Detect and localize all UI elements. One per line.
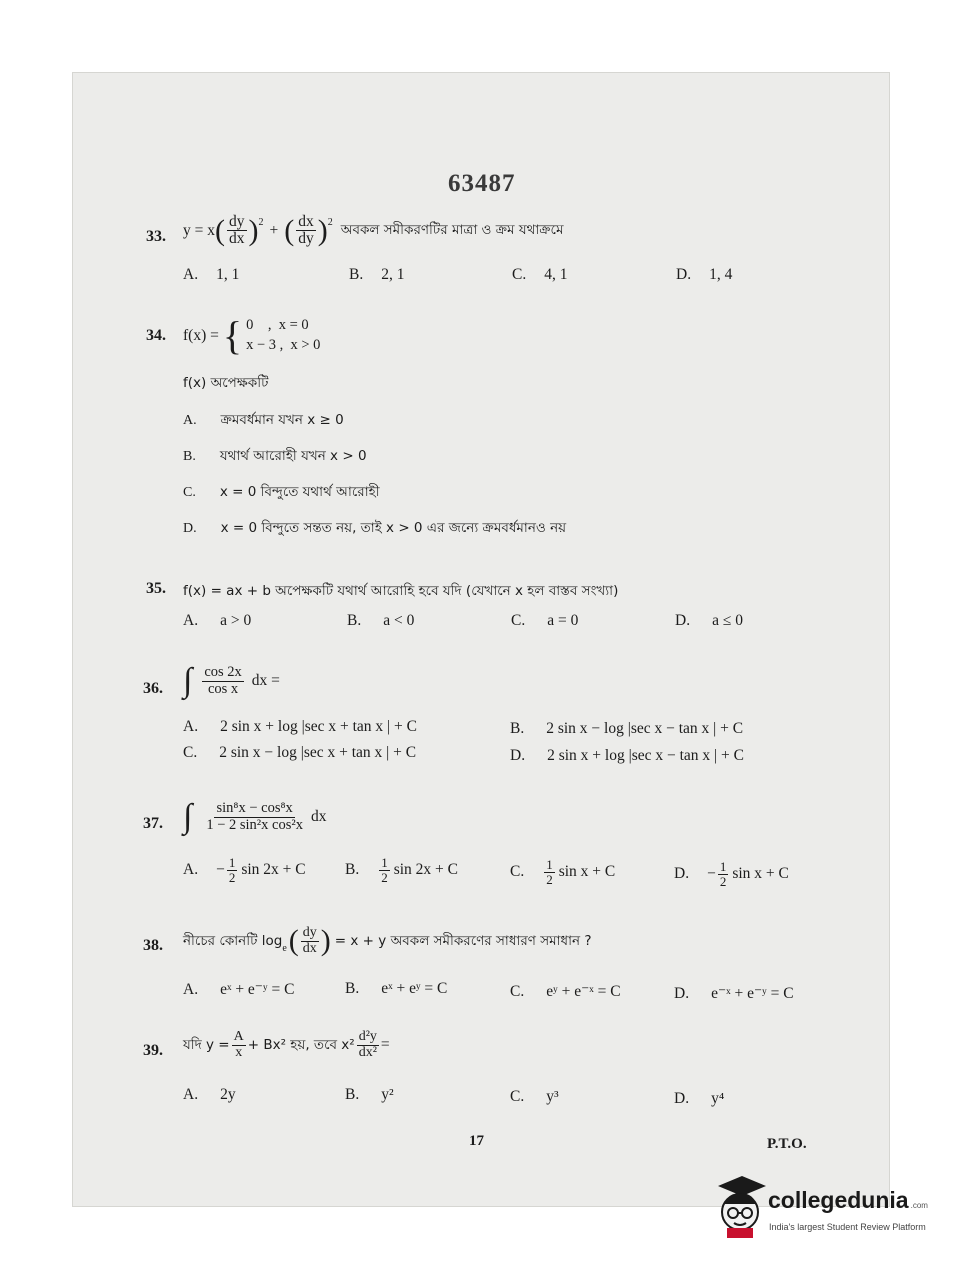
paper-code: 63487 xyxy=(448,170,516,197)
q39-option-b[interactable]: B. y² xyxy=(345,1086,394,1103)
q38-option-b[interactable]: B. eˣ + eʸ = C xyxy=(345,980,448,997)
q37-option-a[interactable]: A. − $\frac{1}{2}$ sin 2x + C xyxy=(183,855,306,885)
q36-option-d[interactable]: D. 2 sin x + log |sec x − tan x | + C xyxy=(510,747,744,764)
q33-exp2: 2 xyxy=(327,217,333,229)
q33-option-d[interactable]: D. 1, 4 xyxy=(676,266,733,283)
q34-option-c[interactable]: C. x = 0 বিন্দুতে যথার্থ আরোহী xyxy=(183,484,380,500)
q37-frac: $\frac{\text{sin⁸x − cos⁸x}}{\text{1 − 2 sin²x cos²x}}$ xyxy=(206,800,303,833)
q33-stem-text: অবকল সমীকরণটির মাত্রা ও ক্রম যথাক্রমে xyxy=(340,222,564,239)
q33-frac-dy-dx: $\frac{dy}{dx}$ xyxy=(229,213,245,248)
q35-option-c[interactable]: C. a = 0 xyxy=(511,612,579,629)
q34-cases xyxy=(246,316,320,355)
question-39-number: 39. xyxy=(143,1042,163,1059)
question-34-stem: f(x) = { 0 , x = 0 x − 3 , x > 0 xyxy=(183,313,321,358)
q38-stem-post: = x + y অবকল সমীকরণের সাধারণ সমাধান ? xyxy=(334,932,592,949)
q39-stem-post: = xyxy=(380,1036,390,1054)
question-33-stem: y = x ( $\frac{dy}{dx}$ ) 2 + ( $\frac{dx}{dy}$ ) 2 অবকল সমীকরণটির মাত্রা ও ক্রম যথাক্রমে xyxy=(183,213,564,248)
q34-case-2: x − 3 , x > 0 xyxy=(246,337,321,353)
q34-stem-text: f(x) অপেক্ষকটি xyxy=(183,375,269,391)
q33-frac-dx-dy: $\frac{dx}{dy}$ xyxy=(298,213,314,248)
q38-frac: $\frac{dy}{dx}$ xyxy=(302,925,317,956)
q39-option-d[interactable]: D. y⁴ xyxy=(674,1090,725,1107)
q33-option-b[interactable]: B. 2, 1 xyxy=(349,266,405,283)
question-38-stem: নীচের কোনটি log e ( $\frac{dy}{dx}$ ) = x + y অবকল সমীকরণের সাধারণ সমাধান ? xyxy=(183,924,592,958)
collegedunia-mascot-icon xyxy=(710,1172,770,1242)
q33-lhs: y = x xyxy=(183,221,215,239)
q39-stem-mid: + Bx² হয়, তবে x² xyxy=(247,1036,355,1053)
q38-log-base: e xyxy=(282,942,287,954)
q35-option-d[interactable]: D. a ≤ 0 xyxy=(675,612,743,629)
q37-option-c[interactable]: C. $\frac{1}{2}$ sin x + C xyxy=(510,857,616,887)
question-39-stem xyxy=(183,1030,390,1060)
brand-logo: collegedunia .com xyxy=(768,1187,928,1213)
question-34-number: 34. xyxy=(146,327,166,344)
q34-option-a[interactable]: A. ক্রমবর্ধমান যখন x ≥ 0 xyxy=(183,412,344,428)
q36-frac: $\frac{\cos 2x}{\text{cos x}}$ xyxy=(204,664,242,697)
q34-option-b[interactable]: B. যথার্থ আরোহী যখন x > 0 xyxy=(183,448,367,464)
question-33-number: 33. xyxy=(146,228,166,245)
question-36-number: 36. xyxy=(143,680,163,697)
q36-option-c[interactable]: C. 2 sin x − log |sec x + tan x | + C xyxy=(183,744,417,761)
q37-option-d[interactable]: D. − $\frac{1}{2}$ sin x + C xyxy=(674,859,789,889)
q33-option-c[interactable]: C. 4, 1 xyxy=(512,266,568,283)
q34-case-1: 0 , x = 0 xyxy=(246,317,309,334)
q36-tail: dx = xyxy=(251,672,280,689)
q35-option-a[interactable]: A. a > 0 xyxy=(183,612,252,629)
q33-plus: + xyxy=(269,221,279,239)
question-35-number: 35. xyxy=(146,580,166,597)
q39-stem-pre: যদি y = xyxy=(183,1036,230,1053)
q36-option-a[interactable]: A. 2 sin x + log |sec x + tan x | + C xyxy=(183,718,417,735)
q33-option-a[interactable]: A. 1, 1 xyxy=(183,266,240,283)
question-37-stem xyxy=(183,800,326,834)
question-38-number: 38. xyxy=(143,937,163,954)
q36-option-b[interactable]: B. 2 sin x − log |sec x − tan x | + C xyxy=(510,720,744,737)
page-number: 17 xyxy=(469,1133,484,1149)
q37-option-b[interactable]: B. $\frac{1}{2}$ sin 2x + C xyxy=(345,855,459,885)
question-36-stem xyxy=(183,664,280,698)
q33-exp1: 2 xyxy=(258,217,264,229)
q37-integral-sign: ∫ xyxy=(183,798,193,835)
brand-tagline: India's largest Student Review Platform xyxy=(769,1222,926,1232)
q39-frac-d2y-dx2: $\frac{\text{d²y}}{\text{dx²}}$ xyxy=(358,1029,377,1060)
q36-integral-sign: ∫ xyxy=(183,662,193,699)
q39-option-c[interactable]: C. y³ xyxy=(510,1088,559,1105)
q38-option-d[interactable]: D. e⁻ˣ + e⁻ʸ = C xyxy=(674,985,794,1002)
q35-stem-text: f(x) = ax + b অপেক্ষকটি যথার্থ আরোহি হবে যদি (যেখানে x হল বাস্তব সংখ্যা) xyxy=(183,583,619,599)
q38-option-a[interactable]: A. eˣ + e⁻ʸ = C xyxy=(183,981,295,998)
q38-option-c[interactable]: C. eʸ + e⁻ˣ = C xyxy=(510,983,621,1000)
q37-tail: dx xyxy=(310,808,327,825)
q39-frac-a-x: $\frac{A}{x}$ xyxy=(233,1029,244,1060)
q38-stem-pre: নীচের কোনটি log xyxy=(183,932,283,949)
q35-option-b[interactable]: B. a < 0 xyxy=(347,612,415,629)
q39-option-a[interactable]: A. 2y xyxy=(183,1086,236,1103)
pto-label: P.T.O. xyxy=(767,1136,807,1152)
question-37-number: 37. xyxy=(143,815,163,832)
q34-option-d[interactable]: D. x = 0 বিন্দুতে সন্তত নয়, তাই x > 0 এর জন্যে ক্রমবর্ধমানও নয় xyxy=(183,520,567,536)
q34-lhs: f(x) = xyxy=(183,327,219,344)
